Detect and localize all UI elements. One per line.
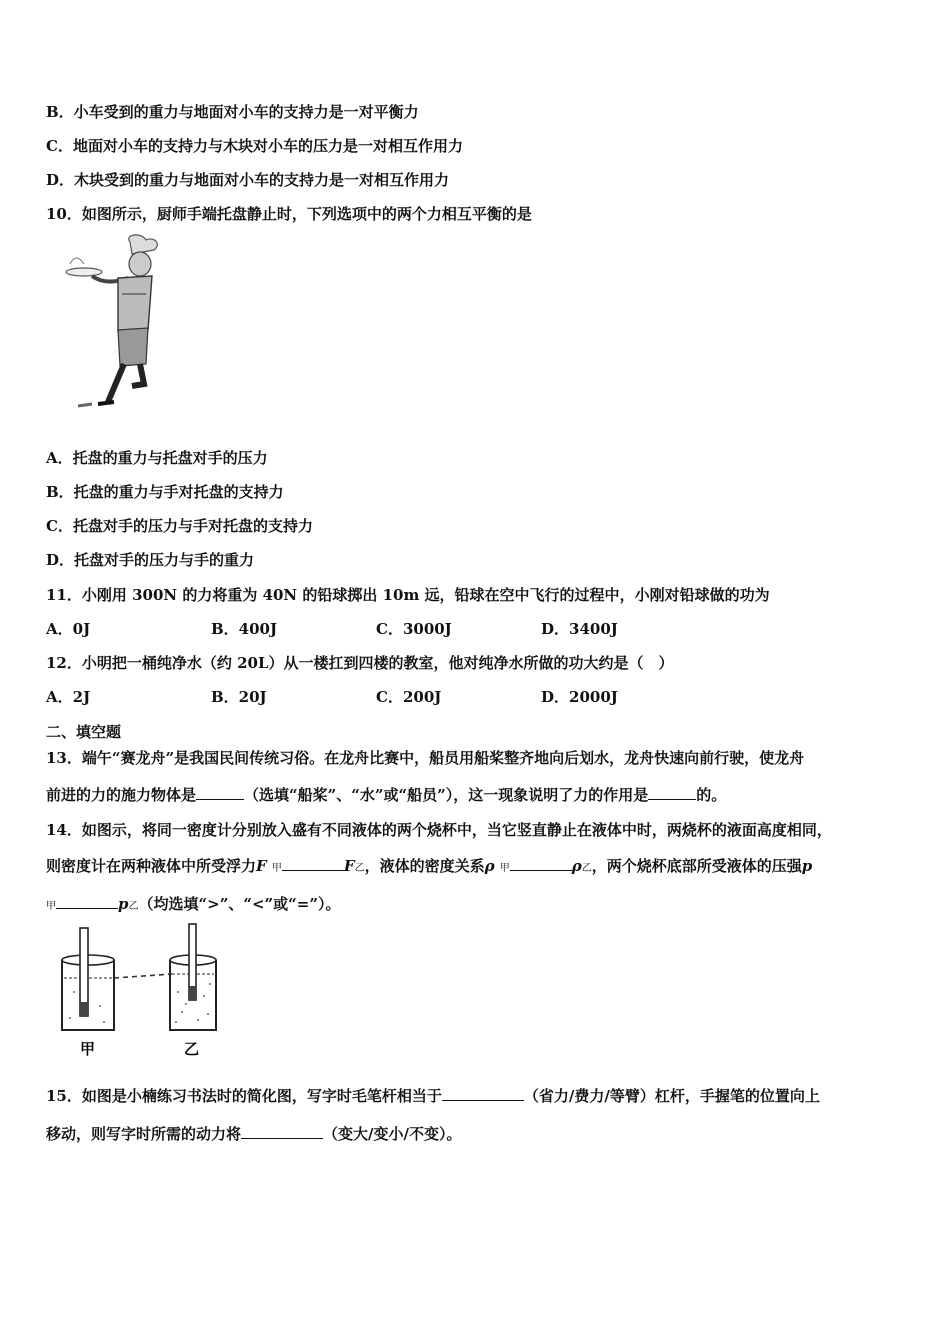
q9-option-c: C．地面对小车的支持力与木块对小车的压力是一对相互作用力 [46, 137, 463, 155]
q14-blank-3[interactable] [56, 894, 118, 909]
q13-text-a: 前进的力的施力物体是 [46, 786, 197, 804]
q15-text-a: 15．如图是小楠练习书法时的简化图，写字时毛笔杆相当于 [46, 1087, 442, 1105]
q14-symbol-p1: p [801, 857, 813, 875]
q12-option-d: D．2000J [541, 688, 618, 706]
q9-option-b: B．小车受到的重力与地面对小车的支持力是一对平衡力 [46, 103, 419, 121]
q12-options [46, 687, 926, 707]
q12-option-a: A．2J [46, 688, 91, 706]
q15-text-d: （变大/变小/不变）。 [323, 1125, 462, 1143]
q14-blank-1[interactable] [282, 856, 344, 871]
q13-text-b: （选填“船桨”、“水”或“船员”），这一现象说明了力的作用是 [244, 786, 649, 804]
q10-option-d: D．托盘对手的压力与手的重力 [46, 551, 255, 569]
q10-stem: 10．如图所示，厨师手端托盘静止时，下列选项中的两个力相互平衡的是 [46, 205, 532, 223]
q15-blank-1[interactable] [442, 1086, 524, 1101]
q11-option-c: C．3000J [376, 620, 452, 638]
q12-option-b: B．20J [211, 688, 267, 706]
q14-symbol-rho1: ρ [484, 857, 495, 875]
q11-options [46, 619, 926, 639]
q15-line2 [46, 1124, 461, 1144]
q14-sub-yi-1: 乙 [354, 863, 365, 874]
q14-symbol-p2: p [118, 895, 129, 913]
label-yi: 乙 [184, 1040, 200, 1058]
section-title: 二、填空题 [46, 723, 122, 741]
q11-option-b: B．400J [211, 620, 278, 638]
q15-line1 [46, 1086, 820, 1106]
q13-line2 [46, 785, 726, 805]
q14-symbol-rho2: ρ [571, 857, 582, 875]
q12-option-c: C．200J [376, 688, 442, 706]
q13-blank-1[interactable] [196, 785, 244, 800]
q9-option-d: D．木块受到的重力与地面对小车的支持力是一对相互作用力 [46, 171, 450, 189]
q13-text-c: 的。 [696, 786, 727, 804]
q14-symbol-f2: F [343, 857, 355, 875]
q14-sub-yi-3: 乙 [128, 901, 139, 912]
q14-blank-2[interactable] [510, 856, 572, 871]
q14-line3 [46, 894, 340, 917]
q10-option-c: C．托盘对手的压力与手对托盘的支持力 [46, 517, 313, 535]
q14-sub-yi-2: 乙 [581, 863, 592, 874]
q15-text-b: （省力/费力/等臂）杠杆，手握笔的位置向上 [523, 1087, 820, 1105]
q11-option-d: D．3400J [541, 620, 618, 638]
q15-blank-2[interactable] [241, 1124, 323, 1139]
q13-line1: 13．端午“赛龙舟”是我国民间传统习俗。在龙舟比赛中，船员用船桨整齐地向后划水，龙舟快速向前行驶，使龙舟 [46, 749, 805, 767]
q14-text-b: ，液体的密度关系 [364, 857, 485, 875]
q14-text-d: （均选填“>”、“<”或“=”）。 [138, 895, 341, 913]
q14-symbol-f1: F [256, 857, 267, 875]
q14-line1: 14．如图示，将同一密度计分别放入盛有不同液体的两个烧杯中，当它竖直静止在液体中时，两烧杯的液面高度相同， [46, 821, 832, 839]
q13-blank-2[interactable] [648, 785, 696, 800]
q11-stem: 11．小刚用 300N 的力将重为 40N 的铅球掷出 10m 远，铅球在空中飞行的过程中，小刚对铅球做的功为 [46, 586, 770, 604]
q11-option-a: A．0J [46, 620, 91, 638]
q12-stem: 12．小明把一桶纯净水（约 20L）从一楼扛到四楼的教室，他对纯净水所做的功大约是（ ） [46, 654, 674, 672]
q10-option-a: A．托盘的重力与托盘对手的压力 [46, 449, 268, 467]
q10-option-b: B．托盘的重力与手对托盘的支持力 [46, 483, 284, 501]
q14-sub-jia-3: 甲 [46, 901, 56, 912]
q14-line2 [46, 856, 812, 879]
label-jia: 甲 [80, 1040, 96, 1058]
q14-sub-jia-2: 甲 [499, 863, 510, 874]
q14-text-c: ，两个烧杯底部所受液体的压强 [591, 857, 802, 875]
q14-sub-jia-1: 甲 [271, 863, 282, 874]
q14-text-a: 则密度计在两种液体中所受浮力 [46, 857, 257, 875]
chef-illustration [62, 234, 172, 416]
q15-text-c: 移动，则写字时所需的动力将 [46, 1125, 242, 1143]
beaker-figure [52, 922, 232, 1062]
